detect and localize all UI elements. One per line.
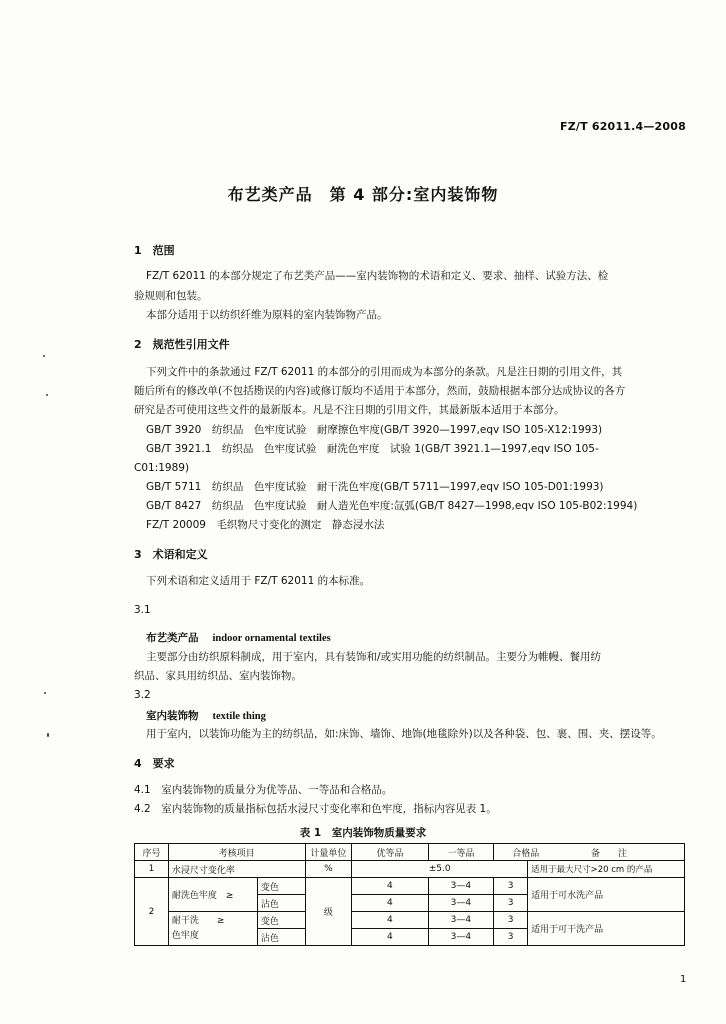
cell-value: 3—4 [428,912,494,929]
cell-value: 3—4 [428,929,494,946]
reference-item: GB/T 8427 纺织品 色牢度试验 耐人造光色牢度:氙弧(GB/T 8427—1998,eqv ISO 105-B02:1994) [146,500,638,512]
cell-value: 3 [494,912,528,929]
table-row [135,912,685,929]
row1-item: 水浸尺寸变化率 [168,861,305,878]
header-note: 备 注 [590,848,627,859]
row1-seq: 1 [135,861,169,878]
row2-wash-stain-label: 沾色 [257,895,305,912]
cell-value: 4 [352,912,428,929]
reference-item-continuation: C01:1989) [134,462,190,474]
cell-value: 4 [352,895,428,912]
table-row [135,878,685,895]
clause-4-2: 4.2 室内装饰物的质量指标包括水浸尺寸变化率和色牢度，指标内容见表 1。 [134,803,497,815]
page-number: 1 [680,974,687,985]
reference-item: GB/T 3921.1 纺织品 色牢度试验 耐洗色牢度 试验 1(GB/T 3921.1—1997,eqv ISO 105- [146,443,599,455]
row1-value: ±5.0 [352,861,528,878]
scan-speck [44,692,46,694]
term-3-1 [146,630,331,645]
row2-wash-fade-label: 变色 [257,878,305,895]
cell-value: 3 [494,878,528,895]
row2-seq: 2 [135,878,169,946]
header-qualified-note [494,844,685,861]
cell-value: 3—4 [428,895,494,912]
term-3-1-definition-line-1: 主要部分由纺织原料制成，用于室内，具有装饰和/或实用功能的纺织制品。主要分为帷幔、餐用纺 [146,651,602,663]
row2-unit: 级 [305,878,352,946]
header-unit: 计量单位 [305,844,352,861]
row2-wash-note: 适用于可水洗产品 [528,878,685,912]
cell-value: 4 [352,878,428,895]
row2-wash-item: 耐洗色牢度 ≥ [168,878,257,912]
row2-dry-stain-label: 沾色 [257,929,305,946]
section-1-para-1-line-2: 验规则和包装。 [134,290,208,302]
section-1-heading: 1 范围 [134,244,175,257]
term-3-2-zh: 室内装饰物 [146,710,199,722]
cell-value: 3 [494,895,528,912]
header-item: 考核项目 [168,844,305,861]
term-3-2-definition: 用于室内，以装饰功能为主的纺织品，如:床饰、墙饰、地饰(地毯除外)以及各种袋、包、裹、围、夹、摆设等。 [146,728,662,740]
section-3-intro: 下列术语和定义适用于 FZ/T 62011 的本标准。 [146,575,371,587]
header-superior: 优等品 [352,844,428,861]
term-3-2-number: 3.2 [134,689,151,701]
cell-value: 3—4 [428,878,494,895]
cell-value: 4 [352,929,428,946]
term-3-1-number: 3.1 [134,604,151,616]
row2-dry-fade-label: 变色 [257,912,305,929]
table-row [135,861,685,878]
header-seq: 序号 [135,844,169,861]
row2-dry-item [168,912,257,946]
scan-speck [43,355,45,357]
standard-code: FZ/T 62011.4—2008 [560,120,686,133]
section-2-para-line-3: 研究是否可使用这些文件的最新版本。凡是不注日期的引用文件，其最新版本适用于本部分。 [134,404,565,416]
section-2-para-line-2: 随后所有的修改单(不包括勘误的内容)或修订版均不适用于本部分，然而，鼓励根据本部分达成协议的各方 [134,385,626,397]
row1-unit: % [305,861,352,878]
section-4-heading: 4 要求 [134,757,175,770]
quality-requirements-table [134,843,685,946]
term-3-1-zh: 布艺类产品 [146,632,199,644]
section-1-para-2: 本部分适用于以纺织纤维为原料的室内装饰物产品。 [146,309,388,321]
section-3-heading: 3 术语和定义 [134,548,208,561]
row2-dry-item-line-1: 耐干洗 ≥ [171,915,225,926]
term-3-1-en: indoor ornamental textiles [212,633,331,644]
term-3-2-en: textile thing [212,711,266,722]
term-3-2 [146,708,266,723]
section-2-heading: 2 规范性引用文件 [134,338,230,351]
row2-dry-item-line-2: 色牢度 [171,930,199,941]
table-caption: 表 1 室内装饰物质量要求 [299,827,427,839]
reference-item: GB/T 5711 纺织品 色牢度试验 耐干洗色牢度(GB/T 5711—1997,eqv ISO 105-D01:1993) [146,481,604,493]
header-qualified: 合格品 [512,848,540,859]
section-1-para-1-line-1: FZ/T 62011 的本部分规定了布艺类产品——室内装饰物的术语和定义、要求、抽样、试验方法、检 [146,270,609,282]
scan-speck [47,733,49,737]
scan-speck [46,394,48,396]
row2-dry-note: 适用于可干洗产品 [528,912,685,946]
reference-item: FZ/T 20009 毛织物尺寸变化的测定 静态浸水法 [146,519,385,531]
section-2-para-line-1: 下列文件中的条款通过 FZ/T 62011 的本部分的引用而成为本部分的条款。凡是注日期的引用文件，其 [146,366,623,378]
reference-item: GB/T 3920 纺织品 色牢度试验 耐摩擦色牢度(GB/T 3920—1997,eqv ISO 105-X12:1993) [146,424,603,436]
document-title: 布艺类产品 第 4 部分:室内装饰物 [227,185,499,204]
term-3-1-definition-line-2: 织品、家具用纺织品、室内装饰物。 [134,670,302,682]
row1-note: 适用于最大尺寸>20 cm 的产品 [528,861,685,878]
table-header-row [135,844,685,861]
clause-4-1: 4.1 室内装饰物的质量分为优等品、一等品和合格品。 [134,784,393,796]
header-first: 一等品 [428,844,494,861]
cell-value: 3 [494,929,528,946]
